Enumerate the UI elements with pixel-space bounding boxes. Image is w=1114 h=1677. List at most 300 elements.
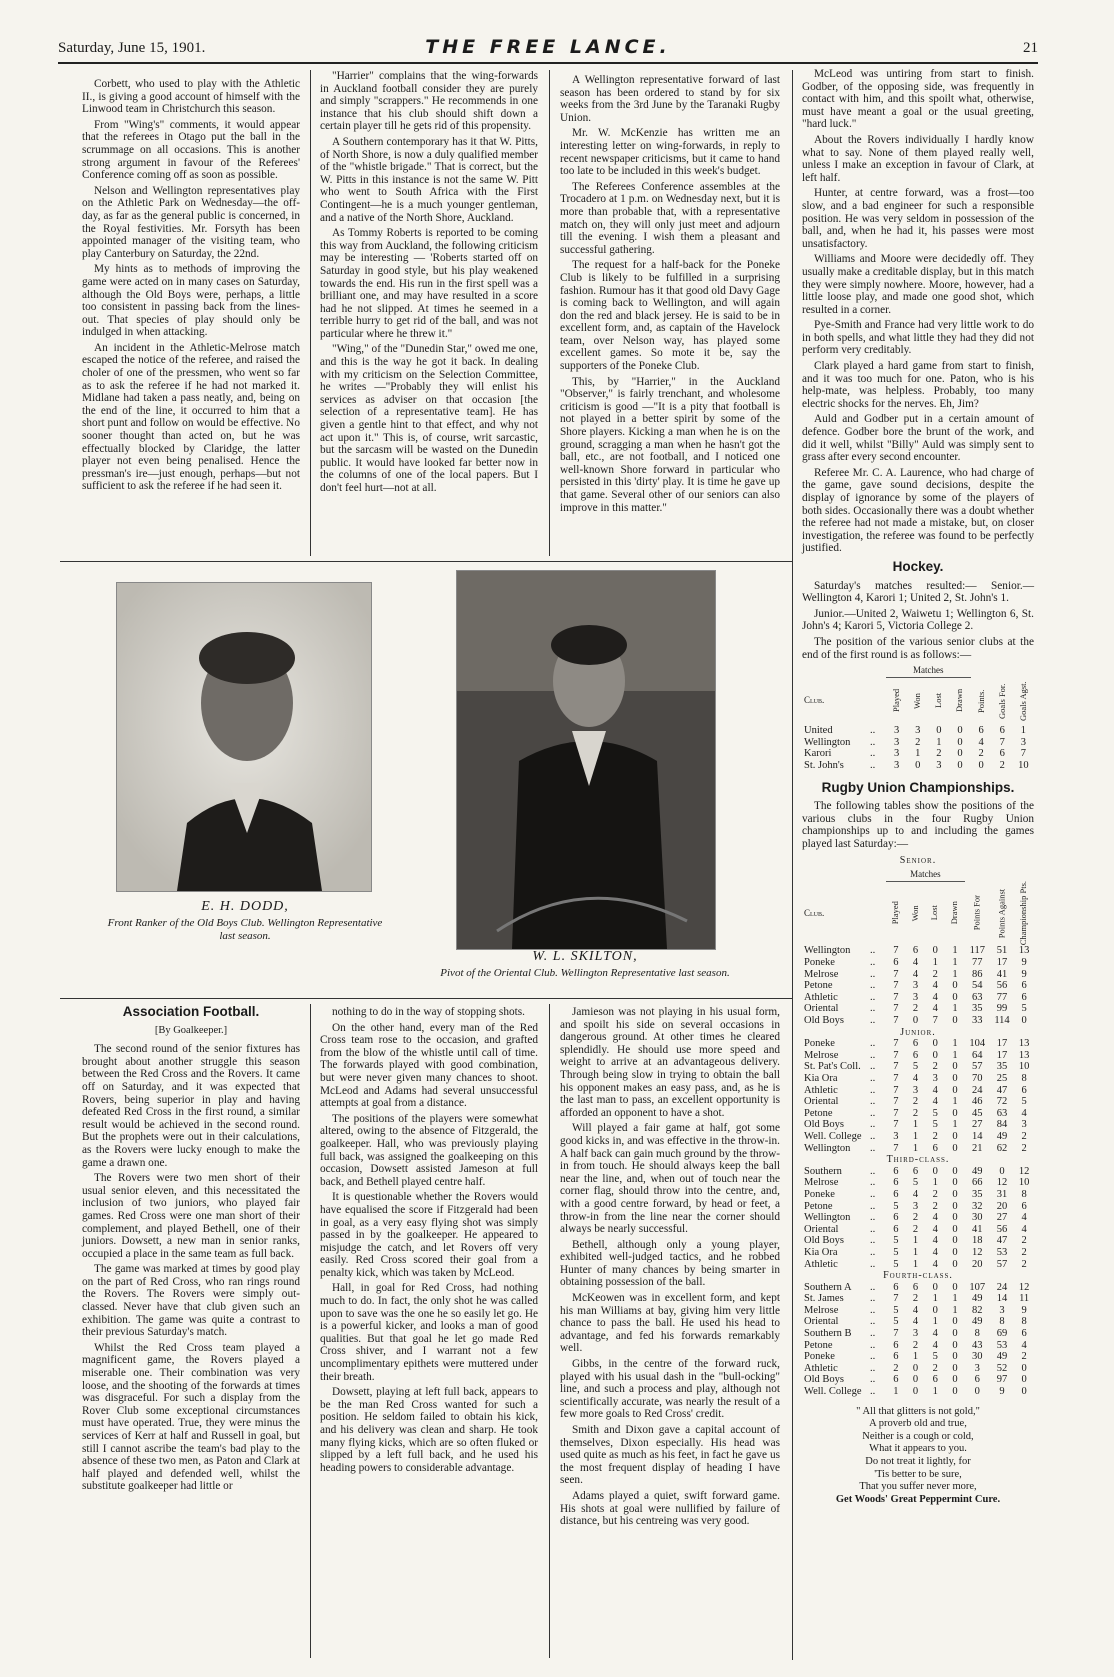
table-cell: 1 xyxy=(932,1177,938,1189)
played-header: Played xyxy=(890,689,901,713)
paragraph: An incident in the Athletic-Melrose match escaped the notice of the referee, and raised the choler of one of the pressmen, who went so far as to ask the referee if he had not marked it. Midlane had taken a pass neatly, and, being on the end of the line, it occurred to him that a short punt and follow on would be effective. No sooner thought than acted on, but he was effectually blocked by Claridge, the latter player not even being penalised. Hence the pressman's ire—just enough, perhaps—but not sufficient to ask the referee if he had seen it. xyxy=(82,341,300,493)
paragraph: On the other hand, every man of the Red Cross team rose to the occasion, and grafted from the blow of the whistle until call of time. The forwards played with good combination, but were never given many chances to shoot. McLeod and Adams had several unsuccessful attempts at goal from a distance. xyxy=(320,1021,538,1110)
paragraph: The game was marked at times by good play on the part of Red Cross, who ran rings round the Rovers. The Rovers were simply out-classed. Never have that club given such an exhibition. The game was quite a contrast to their previous Saturday's match. xyxy=(82,1263,300,1339)
table-cell: 1 xyxy=(932,1386,938,1398)
table-row: Athletic .. 2 0 2 0 3 52 0 xyxy=(802,1363,1034,1375)
table-cell: 7 xyxy=(893,1107,899,1119)
table-cell: 2 xyxy=(932,1130,938,1142)
won-header: Won xyxy=(911,693,922,709)
column-rule xyxy=(792,70,793,1660)
club-name: Melrose xyxy=(804,1304,839,1316)
table-cell: 0 xyxy=(952,980,958,992)
table-cell: 3 xyxy=(912,991,919,1003)
club-name: Petone xyxy=(804,1339,833,1351)
championship-points-header: Championship Pts. xyxy=(1018,881,1029,946)
table-cell: 0 xyxy=(912,1386,919,1398)
table-cell: 4 xyxy=(1021,1212,1027,1224)
table-cell: 47 xyxy=(996,1235,1008,1247)
photo-name: W. L. SKILTON, xyxy=(532,949,638,964)
table-cell: 3 xyxy=(912,1200,919,1212)
table-cell: 2 xyxy=(1021,1258,1027,1270)
club-name: St. Pat's Coll. xyxy=(804,1061,861,1073)
table-row: Kia Ora .. 7 4 3 0 70 25 8 xyxy=(802,1073,1034,1085)
table-cell: 41 xyxy=(996,968,1008,980)
club-name: Melrose xyxy=(804,1049,839,1061)
table-cell: 20 xyxy=(972,1258,983,1270)
table-cell: 5 xyxy=(893,1304,899,1316)
table-cell: 6 xyxy=(893,1177,899,1189)
association-column-3 xyxy=(560,1006,780,1531)
club-name: Wellington xyxy=(804,945,851,957)
table-cell: 0 xyxy=(952,1328,958,1340)
table-cell: 0 xyxy=(957,736,963,748)
table-cell: 0 xyxy=(974,1386,980,1398)
paragraph: The Rovers were two men short of their usual senior eleven, and this necessitated the inclusion of two juniors, who played fair games. Red Cross were one man short of their complement, and played Bethell, one of their juniors. Dowsett, a new man in senior ranks, occupied a place in the same team as full back. xyxy=(82,1172,300,1260)
table-cell: 2 xyxy=(1021,1351,1027,1363)
paragraph: This, by "Harrier," in the Auckland "Observer," is fairly trenchant, and wholesome criticism is good —"It is a pity that football is not played in a better spirit by some of the Shore players. Kicking a man when he is on the ground, scragging a man when he hasn't got the ball, etc., are not football, and I noticed one well-known Shore forward in particular who persisted in this 'dirty' play. It is time he gave up that game. Several other of our seniors can also improve in this matter." xyxy=(560,375,780,514)
table-cell: 0 xyxy=(952,1386,958,1398)
table-row xyxy=(802,725,1034,737)
club-name: Kia Ora xyxy=(804,1246,838,1258)
table-cell: 9 xyxy=(1021,968,1027,980)
table-cell: 6 xyxy=(1021,1328,1027,1340)
club-name: Athletic xyxy=(804,1362,838,1374)
paragraph: From "Wing's" comments, it would appear that the referees in Otago put the ball in the scrummage on all occasions. This is another strong argument in favour of the Referees' Conference coming off as soon as possible. xyxy=(82,118,300,182)
table-cell: 1 xyxy=(952,968,958,980)
table-cell: 2 xyxy=(1021,1235,1027,1247)
table-cell: 6 xyxy=(912,1165,919,1177)
portrait-photo-dodd xyxy=(116,582,372,892)
table-cell: 6 xyxy=(893,1223,899,1235)
table-cell: 3 xyxy=(893,748,900,760)
table-cell: 66 xyxy=(972,1177,983,1189)
table-cell: 3 xyxy=(974,1362,980,1374)
paragraph: "Harrier" complains that the wing-forwards in Auckland football consider they are purely and simply "scrappers." He recommends in one instance that his club should shift down a certain player till he gets rid of this propensity. xyxy=(320,70,538,133)
table-cell: 0 xyxy=(952,1073,958,1085)
table-cell: 4 xyxy=(932,980,938,992)
table-row: Athletic .. 5 1 4 0 20 57 2 xyxy=(802,1259,1034,1271)
paragraph: Pye-Smith and France had very little work to do in both spells, and what little they had they did not perform very creditably. xyxy=(802,319,1034,357)
sidebar-column xyxy=(802,68,1034,1506)
table-row: Poneke .. 7 6 0 1 104 17 13 xyxy=(802,1038,1034,1050)
table-row: Poneke .. 6 1 5 0 30 49 2 xyxy=(802,1351,1034,1363)
verse-line: A proverb old and true, xyxy=(869,1418,967,1430)
paragraph: Will played a fair game at half, got some good kicks in, and was effective in the throw-in. A half back can gain much ground by the throw-in from touch. He should always keep the ball near the line, and, when out of touch near the corner flag, should throw into the centre, and, with a good centre forward, by head or feet, a throw-in from the line near the corner should always be nearly successful. xyxy=(560,1122,780,1236)
club-name: Southern B xyxy=(804,1328,852,1340)
table-cell: 41 xyxy=(972,1223,983,1235)
hockey-table xyxy=(802,665,1034,771)
table-row: Poneke .. 6 4 2 0 35 31 8 xyxy=(802,1189,1034,1201)
club-name: Athletic xyxy=(804,1258,838,1270)
paragraph: The positions of the players were somewhat altered, owing to the absence of Fitzgerald, the goalkeeper. Hall, who was previously playing full back, was assigned the goalkeeping on this occasion, Dowsett assisted Jameson at full back, and Bethell played centre half. xyxy=(320,1112,538,1188)
photo-caption: Front Ranker of the Old Boys Club. Wellington Representative last season. xyxy=(107,917,383,942)
table-cell: 3 xyxy=(912,1084,919,1096)
table-cell: 6 xyxy=(1021,991,1027,1003)
table-cell: 0 xyxy=(957,748,963,760)
division-label: Third-class. xyxy=(886,1154,950,1166)
leader-dots: .. xyxy=(870,760,876,771)
table-cell: 35 xyxy=(996,1061,1008,1073)
table-row xyxy=(802,737,1034,749)
table-cell: 45 xyxy=(972,1107,983,1119)
table-row: Kia Ora .. 5 1 4 0 12 53 2 xyxy=(802,1247,1034,1259)
paragraph: Dowsett, playing at left full back, appears to be the man Red Cross wanted for such a position. He seldom failed to obtain his kick, and his delivery was clean and sharp. He took many flying kicks, which are so often fluked or slipped by a left full back, and he used his heading powers to considerable advantage. xyxy=(320,1386,538,1474)
rugby-intro: The following tables show the positions of the various clubs in the four Rugby Union championships up to and including the games played last Saturday:— xyxy=(802,800,1034,850)
table-cell: 4 xyxy=(912,957,919,969)
division-row xyxy=(802,1154,1034,1166)
table-cell: 0 xyxy=(952,1374,958,1386)
paragraph: "Wing," of the "Dunedin Star," owed me one, and this is the way he got it back. In dealing with my criticism on the Selection Committee, he writes —"Probably they will enlist his services as adviser on that occasion [the selection of a representative team]. He has given a gentle hint to that effect, and why not act upon it." This is, of course, writ sarcastic, but the sarcasm will be wasted on the Dunedin public. It would have looked far better now in the columns of one of the local papers. But I don't feel hurt—not at all. xyxy=(320,343,538,494)
table-row: Melrose .. 6 5 1 0 66 12 10 xyxy=(802,1177,1034,1189)
verse-line: That you suffer never more, xyxy=(859,1481,977,1493)
table-cell: 107 xyxy=(969,1281,986,1293)
table-cell: 27 xyxy=(972,1119,983,1131)
table-cell: 49 xyxy=(996,1351,1008,1363)
table-cell: 1 xyxy=(915,748,921,760)
table-cell: 7 xyxy=(893,1293,899,1305)
club-name: Melrose xyxy=(804,968,839,980)
table-cell: 56 xyxy=(996,1223,1008,1235)
table-cell: 4 xyxy=(1021,1339,1027,1351)
table-cell: 5 xyxy=(893,1316,899,1328)
table-cell: 6 xyxy=(893,1165,899,1177)
table-cell: 54 xyxy=(972,980,983,992)
rugby-table xyxy=(802,869,1034,1397)
paragraph: It is questionable whether the Rovers would have equalised the score if Fitzgerald had been in goal, as a very easy flying shot was simply passed in by the goalkeeper. He appeared to misjudge the catch, and let Rovers off very easily. Red Cross scored their goal from a penalty kick, which was taken by McLeod. xyxy=(320,1191,538,1279)
table-cell: 7 xyxy=(893,968,899,980)
table-row: Melrose .. 5 4 0 1 82 3 9 xyxy=(802,1305,1034,1317)
table-cell: 5 xyxy=(932,1107,938,1119)
table-cell: 6 xyxy=(978,725,984,737)
table-cell: 4 xyxy=(912,1188,919,1200)
club-name: Southern xyxy=(804,1165,842,1177)
table-row: Poneke .. 6 4 1 1 77 17 9 xyxy=(802,957,1034,969)
table-cell: 5 xyxy=(1021,1003,1027,1015)
club-name: Southern A xyxy=(804,1281,852,1293)
table-cell: 4 xyxy=(932,1339,938,1351)
table-cell: 97 xyxy=(996,1374,1008,1386)
table-cell: 14 xyxy=(996,1293,1008,1305)
table-cell: 33 xyxy=(972,1015,983,1027)
paragraph: Adams played a quiet, swift forward game. His shots at goal were nullified by failure of distance, but his centreing was very good. xyxy=(560,1489,780,1528)
table-cell: 57 xyxy=(972,1061,983,1073)
table-cell: 8 xyxy=(999,1316,1005,1328)
table-cell: 0 xyxy=(957,725,963,737)
table-cell: 14 xyxy=(972,1130,983,1142)
page-number: 21 xyxy=(1023,40,1038,56)
table-cell: 43 xyxy=(972,1339,983,1351)
paragraph: Corbett, who used to play with the Athletic II., is giving a good account of himself with the Linwood team in Christchurch this season. xyxy=(82,78,300,116)
table-cell: 0 xyxy=(932,1165,938,1177)
club-name: Oriental xyxy=(804,1223,839,1235)
table-cell: 12 xyxy=(996,1177,1008,1189)
club-name: Poneke xyxy=(804,1351,835,1363)
table-cell: 52 xyxy=(996,1362,1008,1374)
table-row: Petone .. 7 2 5 0 45 63 4 xyxy=(802,1108,1034,1120)
table-cell: 21 xyxy=(972,1142,983,1154)
table-cell: 62 xyxy=(996,1142,1008,1154)
table-cell: 56 xyxy=(996,980,1008,992)
paragraph: Hunter, at centre forward, was a frost—too slow, and a bad engineer for such a responsible position. He was very seldom in possession of the ball, and, when he had it, his passes were most unsatisfactory. xyxy=(802,187,1034,250)
table-cell: 4 xyxy=(932,991,938,1003)
photo-caption-skilton xyxy=(440,950,730,980)
portrait-photo-skilton xyxy=(456,570,716,950)
table-cell: 49 xyxy=(972,1293,983,1305)
club-name: Poneke xyxy=(804,1188,835,1200)
club-name: Poneke xyxy=(804,957,835,969)
table-cell: 6 xyxy=(893,1281,899,1293)
paragraph: A Wellington representative forward of last season has been ordered to stand by for six weeks from the 3rd June by the Taranaki Rugby Union. xyxy=(560,74,780,124)
table-cell: 0 xyxy=(912,1374,919,1386)
table-cell: 7 xyxy=(893,1084,899,1096)
table-cell: 17 xyxy=(996,1038,1008,1050)
table-cell: 1 xyxy=(952,1003,958,1015)
table-row: Oriental .. 6 2 4 0 41 56 4 xyxy=(802,1224,1034,1236)
table-cell: 8 xyxy=(1021,1073,1027,1085)
section-divider xyxy=(60,998,792,999)
table-cell: 10 xyxy=(1018,760,1029,771)
portrait-image xyxy=(457,571,715,949)
table-cell: 0 xyxy=(932,1304,938,1316)
club-name: Wellington xyxy=(804,736,851,748)
club-name: Old Boys xyxy=(804,1235,844,1247)
table-cell: 0 xyxy=(978,760,984,771)
club-name: Athletic xyxy=(804,1084,838,1096)
table-cell: 0 xyxy=(999,1165,1005,1177)
paragraph: Hall, in goal for Red Cross, had nothing much to do. In fact, the only shot he was called upon to save was the one he so easily let go. He is a powerful kicker, and looks a man of good qualities. But that goal he let go made Red Cross shiver, and I warrant not a few uncomplimentary epithets were muttered under their breath. xyxy=(320,1282,538,1383)
club-name: St. James xyxy=(804,1293,844,1305)
table-cell: 4 xyxy=(912,968,919,980)
table-cell: 0 xyxy=(952,1339,958,1351)
table-cell: 2 xyxy=(893,1362,899,1374)
table-cell: 4 xyxy=(932,1223,938,1235)
paragraph: Junior.—United 2, Waiwetu 1; Wellington 6, St. John's 4; Karori 5, Victoria College 2. xyxy=(802,607,1034,633)
column-rule xyxy=(549,1004,550,1658)
table-cell: 6 xyxy=(893,957,899,969)
table-row xyxy=(802,748,1034,760)
paragraph: McKeowen was in excellent form, and kept his man Williams at bay, giving him very little chance to pass the ball. He used his head to advantage, and fed his forwards remarkably well. xyxy=(560,1292,780,1355)
paragraph: The request for a half-back for the Poneke Club is likely to be fulfilled in a surprising fashion. Rumour has it that good old Davy Gage is coming back to Wellington, and will again don the red and black jersey. He is said to be in excellent form, and, as captain of the Havelock team, over Nelson way, has played some excellent games. So mote it be, say the supporters of the Poneke Club. xyxy=(560,259,780,373)
table-cell: 24 xyxy=(972,1084,983,1096)
table-cell: 8 xyxy=(1021,1316,1027,1328)
table-cell: 6 xyxy=(912,1281,919,1293)
table-cell: 0 xyxy=(952,1061,958,1073)
won-header: Won xyxy=(909,905,920,922)
table-cell: 7 xyxy=(893,1038,899,1050)
table-cell: 84 xyxy=(996,1119,1008,1131)
rugby-heading: Rugby Union Championships. xyxy=(821,779,1015,795)
table-cell: 3 xyxy=(932,1073,938,1085)
table-cell: 49 xyxy=(972,1316,983,1328)
table-cell: 1 xyxy=(952,945,958,957)
table-cell: 2 xyxy=(932,1200,938,1212)
table-cell: 3 xyxy=(1020,736,1027,748)
association-text-1 xyxy=(82,1043,300,1493)
table-cell: 2 xyxy=(932,1188,938,1200)
club-name: Oriental xyxy=(804,1316,839,1328)
table-cell: 1 xyxy=(952,1119,958,1131)
table-cell: 1 xyxy=(952,1038,958,1050)
table-cell: 3 xyxy=(893,760,900,771)
table-cell: 0 xyxy=(952,991,958,1003)
table-cell: 2 xyxy=(1021,1130,1027,1142)
table-cell: 7 xyxy=(893,1049,899,1061)
table-cell: 51 xyxy=(996,945,1008,957)
club-name: Oriental xyxy=(804,1096,839,1108)
table-row: Old Boys .. 7 0 7 0 33 114 0 xyxy=(802,1015,1034,1027)
column-rule xyxy=(310,1004,311,1658)
table-cell: 63 xyxy=(996,1107,1008,1119)
club-name: Kia Ora xyxy=(804,1073,838,1085)
drawn-header: Drawn xyxy=(949,901,960,925)
paragraph: As Tommy Roberts is reported to be coming this way from Auckland, the following criticism may be interesting — 'Roberts started off on Saturday in good style, but his play weakened towards the end. His run in the first spell was a brilliant one, and may have resulted in a score had he not slipped. At times he seemed in a terrible hurry to get rid of the ball, and was not particular where he threw it." xyxy=(320,227,538,340)
table-cell: 2 xyxy=(999,760,1005,771)
table-cell: 0 xyxy=(932,1281,938,1293)
table-cell: 4 xyxy=(912,1304,919,1316)
paragraph: Clark played a hard game from start to finish, and it was too much for one. Paton, who is his help-mate, was helpless. Probably, too many electric shocks for the nerves. Eh, Jim? xyxy=(802,360,1034,410)
table-cell: 6 xyxy=(1021,1200,1027,1212)
table-row xyxy=(802,760,1034,772)
table-cell: 1 xyxy=(912,1235,919,1247)
club-name: Athletic xyxy=(804,991,838,1003)
table-cell: 0 xyxy=(932,1038,938,1050)
table-cell: 49 xyxy=(972,1165,983,1177)
table-row: Melrose .. 7 4 2 1 86 41 9 xyxy=(802,969,1034,981)
association-heading: Association Football. xyxy=(122,1004,260,1019)
table-cell: 0 xyxy=(1021,1374,1027,1386)
table-cell: 5 xyxy=(893,1258,899,1270)
table-row: St. Pat's Coll. .. 7 5 2 0 57 35 10 xyxy=(802,1061,1034,1073)
verse-line: Get Woods' Great Peppermint Cure. xyxy=(835,1493,1001,1505)
table-cell: 4 xyxy=(932,1212,938,1224)
column-rule xyxy=(310,70,311,556)
table-cell: 2 xyxy=(912,1339,919,1351)
table-cell: 5 xyxy=(932,1119,938,1131)
issue-date: Saturday, June 15, 1901. xyxy=(58,40,206,56)
lost-header: Lost xyxy=(929,905,940,921)
table-cell: 0 xyxy=(952,1316,958,1328)
table-cell: 6 xyxy=(932,1374,938,1386)
table-cell: 0 xyxy=(1021,1362,1027,1374)
table-cell: 13 xyxy=(1018,1038,1030,1050)
club-header: Club. xyxy=(804,907,825,918)
column-rule xyxy=(549,70,550,556)
table-cell: 3 xyxy=(1021,1119,1027,1131)
table-cell: 2 xyxy=(912,1293,919,1305)
table-cell: 0 xyxy=(952,1281,958,1293)
table-cell: 2 xyxy=(932,1362,938,1374)
photo-caption: Pivot of the Oriental Club. Wellington Representative last season. xyxy=(440,967,730,979)
points-against-header: Points Against xyxy=(996,888,1007,939)
club-name: St. John's xyxy=(804,760,844,771)
table-cell: 4 xyxy=(978,736,984,748)
portrait-image xyxy=(117,583,371,891)
table-row: Petone .. 6 2 4 0 43 53 4 xyxy=(802,1340,1034,1352)
paragraph: A Southern contemporary has it that W. Pitts, of North Shore, is now a duly qualified member of the "whistle brigade." That is correct, but the W. Pitts in this instance is not the same W. Pitt who went to South Africa with the First Contingent—he is a much younger gentleman, and a native of the North Shore, Auckland. xyxy=(320,135,538,224)
paragraph: Auld and Godber put in a certain amount of defence. Godber bore the brunt of the work, and did it well, whilst "Billy" Auld was simply sent to grass after every second encounter. xyxy=(802,413,1034,464)
table-cell: 1 xyxy=(936,736,942,748)
table-row: Well. College .. 1 0 1 0 0 9 0 xyxy=(802,1386,1034,1398)
table-cell: 6 xyxy=(974,1374,980,1386)
table-cell: 1 xyxy=(952,1293,958,1305)
table-cell: 4 xyxy=(932,1084,938,1096)
table-cell: 0 xyxy=(952,1235,958,1247)
table-row: Wellington .. 6 2 4 0 30 27 4 xyxy=(802,1212,1034,1224)
table-cell: 1 xyxy=(912,1142,919,1154)
table-cell: 53 xyxy=(996,1246,1008,1258)
club-name: Old Boys xyxy=(804,1119,844,1131)
club-name: Petone xyxy=(804,980,833,992)
table-cell: 13 xyxy=(1018,945,1030,957)
paragraph: Jamieson was not playing in his usual form, and spoilt his side on several occasions in dangerous ground. At other times he cleared splendidly. He should use more speed and weight to arrive at an advantageous delivery. Through being slow in trying to obtain the ball his opponent makes an easy pass, and, as he is the last man to pass, an excellent opportunity is afforded an opponent to have a shot. xyxy=(560,1006,780,1119)
table-cell: 86 xyxy=(972,968,983,980)
table-cell: 17 xyxy=(996,957,1008,969)
association-column-1 xyxy=(82,1006,300,1496)
table-cell: 0 xyxy=(952,1351,958,1363)
table-cell: 0 xyxy=(932,1049,938,1061)
matches-label: Matches xyxy=(886,869,965,881)
table-cell: 17 xyxy=(996,1049,1008,1061)
table-cell: 0 xyxy=(1021,1015,1027,1027)
table-cell: 6 xyxy=(1021,1084,1027,1096)
table-cell: 72 xyxy=(996,1096,1008,1108)
table-cell: 1 xyxy=(932,1316,938,1328)
table-cell: 5 xyxy=(1021,1096,1027,1108)
matches-label: Matches xyxy=(886,665,971,677)
table-cell: 4 xyxy=(932,1003,938,1015)
table-cell: 7 xyxy=(893,1119,899,1131)
paragraph: My hints as to methods of improving the game were acted on in many cases on Saturday, although the Old Boys were, perhaps, a little too consistent in passing back from the lines-out. That species of play should only be indulged in when attacking. xyxy=(82,263,300,339)
table-cell: 24 xyxy=(996,1281,1008,1293)
club-name: Old Boys xyxy=(804,1374,844,1386)
division-row xyxy=(802,1027,1034,1039)
table-cell: 1 xyxy=(952,1304,958,1316)
paragraph: Whilst the Red Cross team played a magnificent game, the Rovers played a miserable one. Their combination was very loose, and the shooting of the forwards at times was disgraceful. For such a display from the Rover Club some exceptional circumstances must have operated. True, they were minus the services of Kerr at half and Russell in goal, but still I cannot ascribe the team's bad play to the absence of these two men, as Paton and Clark at half played and defended well, whilst the substitute goalkeeper had little or xyxy=(82,1341,300,1493)
table-cell: 6 xyxy=(893,1212,899,1224)
table-cell: 0 xyxy=(952,1200,958,1212)
table-cell: 8 xyxy=(1021,1188,1027,1200)
table-cell: 6 xyxy=(999,725,1005,737)
table-row: Old Boys .. 6 0 6 0 6 97 0 xyxy=(802,1374,1034,1386)
table-cell: 0 xyxy=(952,1107,958,1119)
table-cell: 30 xyxy=(972,1351,983,1363)
table-cell: 2 xyxy=(1021,1142,1027,1154)
division-row xyxy=(802,1270,1034,1282)
table-cell: 0 xyxy=(915,760,921,771)
club-name: United xyxy=(804,725,833,737)
table-cell: 0 xyxy=(952,1130,958,1142)
table-cell: 9 xyxy=(999,1386,1005,1398)
table-cell: 20 xyxy=(996,1200,1008,1212)
table-cell: 6 xyxy=(893,1351,899,1363)
table-cell: 7 xyxy=(893,991,899,1003)
table-cell: 7 xyxy=(893,1061,899,1073)
table-cell: 7 xyxy=(893,980,899,992)
paragraph: Williams and Moore were decidedly off. They usually make a creditable display, but in this match they were simply nowhere. Moore, however, had a little loose play, and made one good shot, which resulted in a corner. xyxy=(802,253,1034,316)
club-name: Melrose xyxy=(804,1177,839,1189)
table-cell: 1 xyxy=(912,1130,919,1142)
table-cell: 3 xyxy=(893,736,900,748)
paragraph: Nelson and Wellington representatives play on the Athletic Park on Wednesday—the off-day, as far as the general public is concerned, in the Royal festivities. Mr. Forsyth has been appointed manager of the visiting team, who play Canterbury on Saturday, the 22nd. xyxy=(82,184,300,260)
leader-dots: .. xyxy=(870,725,876,737)
club-name: Petone xyxy=(804,1107,833,1119)
division-label: Junior. xyxy=(900,1026,936,1038)
table-cell: 4 xyxy=(1021,1223,1027,1235)
table-cell: 69 xyxy=(996,1328,1008,1340)
leader-dots: .. xyxy=(870,748,876,760)
paragraph: nothing to do in the way of stopping shots. xyxy=(332,1006,525,1018)
table-row: Athletic .. 7 3 4 0 24 47 6 xyxy=(802,1085,1034,1097)
